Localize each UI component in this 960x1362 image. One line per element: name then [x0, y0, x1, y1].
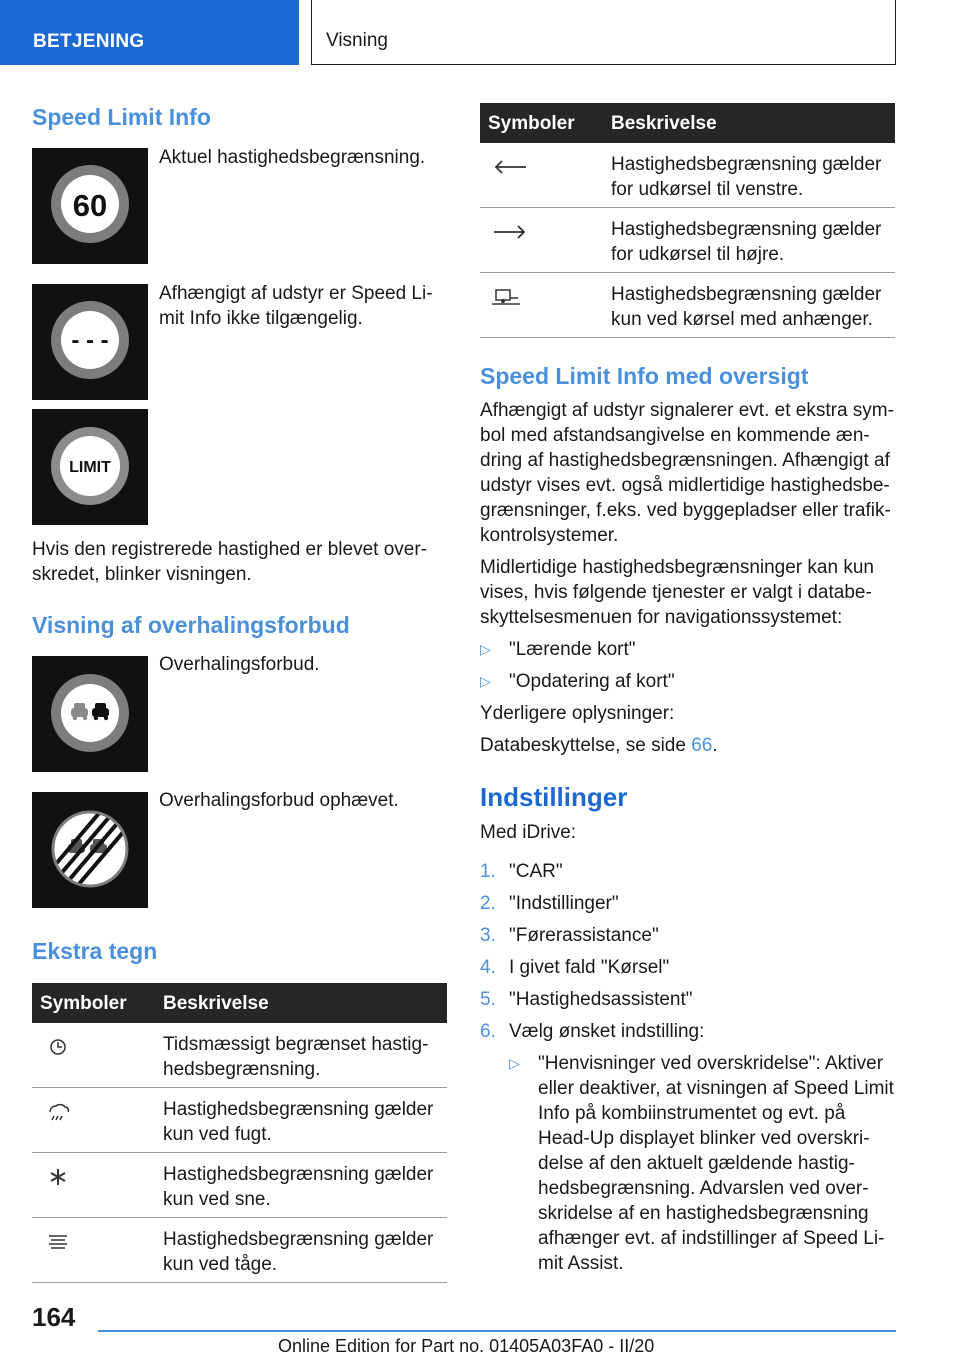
speed-limit-current-text: Aktuel hastighedsbegrænsning.: [159, 147, 426, 168]
speed-limit-60-sign-image: [32, 148, 148, 264]
column-header-description: Beskrivelse: [163, 993, 269, 1014]
extra-signs-table: [32, 983, 447, 1283]
speed-limit-unavailable-text: Afhængigt af udstyr er Speed Li- mit Info ikke tilgængelig.: [159, 283, 433, 329]
sign-dashes: - - -: [71, 327, 109, 354]
table-row: Hastighedsbegrænsning gælder kun ved sne.: [32, 1153, 447, 1218]
direction-signs-table: [480, 103, 895, 338]
sign-limit-label: LIMIT: [69, 459, 111, 476]
arrow-left-icon: [488, 155, 532, 179]
table-row: Tidsmæssigt begrænset hastig- hedsbegrænsning.: [32, 1023, 447, 1088]
page-number: 164: [32, 1302, 76, 1332]
triangle-bullet-icon: ▷: [480, 673, 491, 689]
triangle-bullet-icon: ▷: [509, 1055, 520, 1071]
table-row: Hastighedsbegrænsning gælder for udkørsel til venstre.: [480, 143, 895, 208]
table-row: Hastighedsbegrænsning gælder kun ved kørsel med anhænger.: [480, 273, 895, 338]
header-title: Visning: [326, 30, 388, 51]
extra-signs-heading: Ekstra tegn: [32, 938, 158, 964]
speed-limit-limit-sign-image: [32, 409, 148, 525]
trailer-icon: [488, 285, 524, 309]
table-row: Hastighedsbegrænsning gælder kun ved tåge.: [32, 1218, 447, 1283]
triangle-bullet-icon: ▷: [480, 641, 491, 657]
column-header-symbol: Symboler: [488, 113, 575, 134]
settings-intro: Med iDrive:: [480, 822, 577, 843]
table-header: [32, 983, 447, 1023]
header-section-tab: [0, 0, 299, 65]
settings-heading: Indstillinger: [480, 782, 628, 812]
speed-limit-blink-text: Hvis den registrerede hastighed er blevet over- skredet, blinker visningen.: [32, 539, 427, 585]
table-header: [480, 103, 895, 143]
clock-icon: [40, 1035, 76, 1059]
overview-paragraph-2: Midlertidige hastighedsbegrænsninger kan kun vises, hvis følgende tjenester er valgt i databe- skyttelsesmenuen for navigationssystemet:: [480, 557, 874, 628]
table-row: Hastighedsbegrænsning gælder for udkørsel til højre.: [480, 208, 895, 273]
footer-edition: Online Edition for Part no. 01405A03FA0 - II/20: [278, 1336, 655, 1356]
sign-number: 60: [72, 188, 108, 223]
overview-heading: Speed Limit Info med oversigt: [480, 363, 809, 389]
fog-icon: [40, 1230, 76, 1254]
speed-limit-unavailable-sign-image: [32, 284, 148, 400]
column-header-symbol: Symboler: [40, 993, 127, 1014]
end-no-overtaking-sign-image: [32, 792, 148, 908]
data-protection-reference: Databeskyttelse, se side 66.: [480, 735, 718, 756]
arrow-right-icon: [488, 220, 532, 244]
no-overtaking-sign-image: [32, 656, 148, 772]
page-link[interactable]: 66: [691, 735, 713, 756]
no-overtaking-text: Overhalingsforbud.: [159, 654, 320, 675]
header-title-box: [311, 0, 896, 65]
column-header-description: Beskrivelse: [611, 113, 717, 134]
footer-divider: [98, 1330, 896, 1332]
rain-icon: [40, 1100, 76, 1124]
header-section-label: BETJENING: [33, 31, 145, 52]
more-info-text: Yderligere oplysninger:: [480, 703, 675, 724]
snowflake-icon: [40, 1165, 76, 1189]
speed-limit-heading: Speed Limit Info: [32, 104, 211, 130]
overview-paragraph-1: Afhængigt af udstyr signalerer evt. et ekstra sym- bol med afstandsangivelse en kommende æn- dring af hastighedsbegrænsningen. Afhængigt af udstyr vises evt. også midlertidige hastighedsbe- grænsninger, f.eks. ved byggepladser eller trafik- kontrolsystemer.: [480, 400, 894, 546]
end-no-overtaking-text: Overhalingsforbud ophævet.: [159, 790, 399, 811]
table-row: Hastighedsbegrænsning gælder kun ved fugt.: [32, 1088, 447, 1153]
overtaking-heading: Visning af overhalingsforbud: [32, 612, 350, 638]
